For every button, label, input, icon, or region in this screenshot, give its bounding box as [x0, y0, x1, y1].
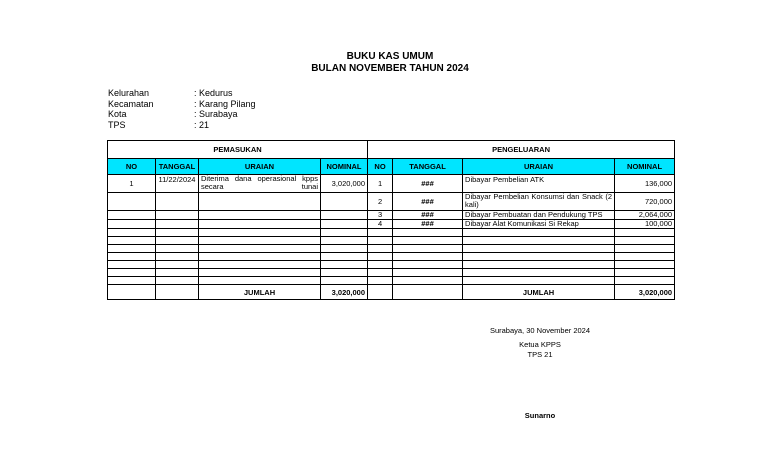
cell-empty [368, 285, 393, 300]
cell-empty [156, 193, 199, 211]
total-out: 3,020,000 [615, 285, 675, 300]
cell-date: ### [393, 175, 463, 193]
total-row [108, 285, 675, 300]
table-row [108, 277, 675, 285]
col-tanggal: TANGGAL [156, 159, 199, 175]
cell-empty [108, 193, 156, 211]
cell-empty [156, 285, 199, 300]
cell-amount: 2,064,000 [615, 211, 675, 220]
cell-amount: 100,000 [615, 220, 675, 229]
cell-empty [108, 285, 156, 300]
cell-amount: 3,020,000 [321, 175, 368, 193]
info-value: : 21 [194, 119, 210, 130]
cell-empty [199, 220, 321, 229]
cell-empty [156, 220, 199, 229]
col-uraian: URAIAN [463, 159, 615, 175]
document-subtitle: BULAN NOVEMBER TAHUN 2024 [311, 63, 469, 74]
info-label: Kota [108, 109, 127, 119]
col-tanggal: TANGGAL [393, 159, 463, 175]
info-row-kecamatan [108, 99, 256, 110]
cell-empty [108, 220, 156, 229]
info-value: : Kedurus [194, 88, 233, 98]
cell-desc: Dibayar Alat Komunikasi Si Rekap [463, 220, 615, 229]
cell-amount: 720,000 [615, 193, 675, 211]
table-row [108, 220, 675, 229]
cell-no: 2 [368, 193, 393, 211]
cell-date: ### [393, 220, 463, 229]
section-income: PEMASUKAN [108, 141, 368, 159]
cell-amount: 136,000 [615, 175, 675, 193]
signature-name: Sunarno [524, 411, 556, 420]
cell-empty [156, 211, 199, 220]
table-row [108, 193, 675, 211]
info-label: Kelurahan [108, 88, 150, 98]
info-value: : Surabaya [194, 109, 238, 119]
cell-date: ### [393, 211, 463, 220]
info-label: TPS [108, 119, 126, 130]
cell-date: ### [393, 193, 463, 211]
col-uraian: URAIAN [199, 159, 321, 175]
table-row [108, 269, 675, 277]
total-in: 3,020,000 [321, 285, 368, 300]
col-nominal: NOMINAL [615, 159, 675, 175]
info-block [108, 88, 256, 130]
section-expense: PENGELUARAN [368, 141, 675, 159]
cash-book-table [107, 140, 675, 300]
table-row [108, 211, 675, 220]
info-row-kelurahan [108, 88, 256, 99]
signature-place-date: Surabaya, 30 November 2024 [489, 326, 591, 335]
table-row [108, 253, 675, 261]
cell-desc: Dibayar Pembelian ATK [463, 175, 615, 193]
cell-empty [199, 193, 321, 211]
cell-empty [321, 220, 368, 229]
cell-empty [108, 211, 156, 220]
total-label-in: JUMLAH [199, 285, 321, 300]
cell-empty [199, 211, 321, 220]
signature-tps: TPS 21 [527, 350, 553, 359]
col-nominal: NOMINAL [321, 159, 368, 175]
document-title: BUKU KAS UMUM [346, 51, 434, 62]
cell-desc: Diterima dana operasional kpps secara tunai [199, 175, 321, 193]
cell-no: 3 [368, 211, 393, 220]
table-row [108, 237, 675, 245]
cell-empty [321, 211, 368, 220]
signature-role: Ketua KPPS [519, 340, 561, 349]
table-row [108, 245, 675, 253]
col-no: NO [108, 159, 156, 175]
info-label: Kecamatan [108, 98, 154, 109]
section-header-row [108, 141, 675, 159]
cell-desc: Dibayar Pembelian Konsumsi dan Snack (2 kali) [463, 193, 615, 211]
info-value: : Karang Pilang [194, 98, 256, 109]
table-row [108, 175, 675, 193]
cell-no: 4 [368, 220, 393, 229]
cell-no: 1 [108, 175, 156, 193]
info-row-kota [108, 109, 256, 120]
column-header-row [108, 159, 675, 175]
info-row-tps [108, 120, 256, 131]
cell-empty [393, 285, 463, 300]
cell-empty [321, 193, 368, 211]
cell-date: 11/22/2024 [156, 175, 199, 193]
total-label-out: JUMLAH [463, 285, 615, 300]
table-row [108, 229, 675, 237]
cell-desc: Dibayar Pembuatan dan Pendukung TPS [463, 211, 615, 220]
cell-no: 1 [368, 175, 393, 193]
col-no: NO [368, 159, 393, 175]
table-row [108, 261, 675, 269]
